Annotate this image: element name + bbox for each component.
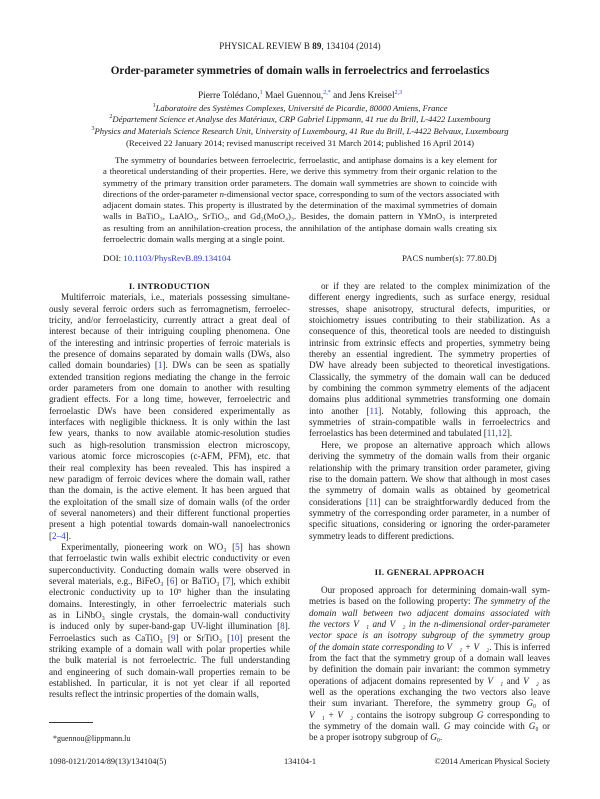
text-line: interest because of their intriguing coupling phenomena. One [49, 326, 290, 337]
italic-text: of the domain state corresponding to V⃗₁ + V⃗₂ [309, 641, 490, 652]
citation-link[interactable]: 8 [280, 621, 285, 632]
text-line: ferroelastics has been determined and tabulated [11,12]. [309, 428, 513, 439]
text-line: V⃗₁ + V⃗₂ contains the isotropy subgroup G corresponding to [309, 709, 550, 720]
text-line: by definition the domain pair invariant: the common symmetry [309, 664, 550, 675]
text-line: of several nanometers) and their different functional properties [49, 507, 290, 518]
affiliation [0, 126, 600, 136]
affiliation-number: 1 [152, 103, 156, 110]
text-line: domains. Interestingly, in other ferroelectric materials such [49, 598, 290, 609]
footer-issn: 1098-0121/2014/89(13)/134104(5) [49, 757, 167, 766]
footnote-rule [49, 722, 93, 723]
text-line: well as the operations exchanging the two vectors also leave [309, 687, 550, 697]
citation-link[interactable]: 6 [169, 575, 175, 586]
text-line: Classically, the symmetry of the domain wall can be deduced [309, 371, 550, 382]
citation-link[interactable]: 9 [170, 632, 176, 643]
text-line: operations of adjacent domains represented by V⃗₁ and V⃗₂ as [309, 675, 550, 686]
italic-text: G [430, 732, 437, 743]
text-line: that ferroelastic twin walls exhibit electric conductivity or even [49, 553, 290, 564]
text-line: extended transition regions mediating the change in the ferroic [49, 371, 290, 382]
italic-text: G [526, 698, 533, 709]
footnote-email[interactable]: *guennou@lippmann.lu [53, 734, 131, 743]
text-line: and engineering of such domain-wall properties remain to be [49, 666, 290, 677]
text-line: symmetries of strain-compatible walls in ferroelectrics and [309, 417, 550, 428]
text-line: specific situations, considering or ignoring the order-parameter [309, 519, 550, 530]
journal-header [0, 41, 600, 51]
text-line: deriving the symmetry of the domain walls from their organic [309, 451, 550, 462]
text-line: or if they are related to the complex minimization of the [321, 281, 550, 291]
text-line: stoichiometry issues contributing to their stabilization. As a [309, 315, 550, 326]
received-dates: (Received 22 January 2014; revised manuscript received 31 March 2014; published 16 April 2014) [125, 138, 475, 148]
author-name: Pierre Tolédano, [197, 91, 260, 101]
text-line: order parameters from one domain to another with resulting [49, 383, 290, 394]
text-line: striking example of a domain wall with polar properties while [49, 644, 290, 654]
text-line: is induced only by super-band-gap UV-light illumination [8]. [49, 621, 290, 632]
text-line: The symmetry of boundaries between ferroelectric, ferroelastic, and antiphase domains is a key element for [115, 155, 497, 165]
text-line: present a high potential towards domain-wall nanoelectronics [49, 519, 290, 530]
italic-text: V⃗₂ [523, 675, 539, 686]
text-line: be a proper isotropy subgroup of G₀. [309, 732, 443, 743]
text-line: of the interesting and intrinsic properties of ferroic materials is [49, 337, 290, 348]
citation-link[interactable]: 11 [369, 405, 379, 416]
text-line: the bulk material is not ferroelectric. The full understanding [49, 655, 290, 666]
text-line: into another [11]. Notably, following this approach, the [309, 405, 550, 416]
text-line: several materials, e.g., BiFeO₃ [6] or BaTiO₃ [7], which exhibit [49, 575, 290, 586]
text-line: various atomic force microscopies (c-AFM, PFM), etc. that [49, 451, 290, 462]
italic-text: n [219, 188, 224, 199]
text-line: electronic conductivity up to 10⁹ higher than the insulating [49, 587, 290, 598]
affiliation-marker[interactable]: 2,3 [394, 90, 403, 96]
text-line: domains plus additional symmetries transforming one domain [309, 394, 550, 405]
text-line: Multiferroic materials, i.e., materials possessing simultane- [61, 292, 290, 303]
text-line: new paradigm of ferroic devices where the domain wall, rather [49, 473, 290, 484]
text-line: called domain boundaries) [1]. DWs can be seen as spatially [49, 360, 290, 371]
italic-text: G [443, 721, 451, 732]
italic-text: V⃗₂ [337, 709, 354, 720]
citation-link[interactable]: 5 [235, 541, 240, 552]
text-line: their sum invariant. Therefore, the symmetry group G₀ of [309, 698, 550, 709]
introduction-body [49, 292, 290, 700]
text-line: rise to the domain pattern. We show that although in most cases [309, 473, 550, 484]
text-line: established. In particular, it is not yet clear if all reported [49, 678, 290, 689]
affiliation [0, 114, 600, 124]
pacs-numbers: PACS number(s): 77.80.Dj [402, 253, 497, 263]
text-line: by combining the common symmetry elements of the adjacent [309, 383, 550, 394]
text-line: [2–4]. [49, 530, 71, 541]
citation-link[interactable]: 11 [368, 496, 378, 507]
abstract [103, 155, 500, 245]
text-line: few years, thanks to now available atomic-resolution studies [49, 428, 290, 439]
citation-link[interactable]: 11,12 [486, 428, 507, 439]
text-line: stresses, shape anisotropy, structural defects, impurities, or [309, 303, 550, 314]
footer-page-number: 134104-1 [283, 757, 317, 766]
text-line: intrinsic from extrinsic effects and properties, symmetry being [309, 337, 550, 348]
text-line: ously several ferroic orders such as ferromagnetism, ferroelec- [49, 303, 290, 314]
text-line: the presence of domains separated by domain walls (DWs, also [49, 349, 290, 360]
text-line: considerations [11] can be straightforwardly deduced from the [309, 496, 550, 507]
text-line: relationship with the primary transition order parameter, giving [309, 462, 550, 473]
section-heading-general-approach: II. GENERAL APPROACH [374, 566, 485, 577]
text-line: symmetry of the primary transition order parameters. The domain wall symmetries are shown to coincide with [103, 177, 497, 188]
affiliation-text: Physics and Materials Science Research Unit, University of Luxembourg, 41 Rue du Brill, L-4422 Belvaux, Luxembourg [94, 126, 509, 136]
text-line: such as high-resolution transmission electron microscopy, [49, 439, 290, 450]
journal-volume: 89 [312, 41, 322, 51]
text-line [309, 608, 550, 619]
affiliation-number: 3 [91, 126, 95, 133]
right-column [309, 281, 550, 744]
text-line: interfaces with negligible thickness. It is only within the last [49, 417, 290, 428]
text-line: the symmetry of the domain wall. G may coincide with G₀ or [309, 721, 550, 732]
text-line: their real complexity has been revealed. This has inspired a [49, 462, 290, 473]
italic-text: V⃗₁ [309, 709, 325, 720]
affiliation-text: Département Science et Analyse des Matériaux, CRP Gabriel Lippmann, 41 rue du Brill, L-4422 Luxembourg [112, 114, 491, 124]
text-line: consequence of this, theoretical tools are needed to distinguish [309, 326, 550, 337]
italic-text: G [528, 721, 536, 732]
article-number: , 134104 (2014) [321, 41, 381, 51]
text-line: a theoretical understanding of their properties. Here, we derive this symmetry from their organic relation to the [103, 166, 497, 177]
italic-text: The symmetry of the [473, 596, 550, 607]
text-line: thereby an essential ingredient. The symmetry properties of [309, 349, 550, 360]
journal-name: PHYSICAL REVIEW B [219, 41, 310, 51]
italic-text: G [476, 709, 484, 720]
text-line: directions of the order-parameter n-dimensional vector space, corresponding to sum of the vectors associated with [103, 188, 500, 199]
left-column [49, 281, 290, 701]
text-line: different energy ingredients, such as surface energy, residual [309, 292, 550, 303]
italic-text: vector space is an isotropy subgroup of the symmetry group [309, 630, 550, 641]
text-line: ferroelastic DWs have been considered experimentally as [49, 405, 290, 416]
italic-text: V⃗₁ [487, 675, 504, 686]
text-line: the exploitation of the small size of domain walls (of the order [49, 496, 290, 507]
affiliation-text: Laboratoire des Systèmes Complexes, Université de Picardie, 80000 Amiens, France [155, 103, 448, 113]
affiliation [0, 103, 600, 113]
citation-link[interactable]: 1 [157, 360, 163, 371]
citation-link[interactable]: 2–4 [52, 530, 66, 541]
italic-text: domain wall between two adjacent domains associated with [309, 607, 550, 618]
text-line: adjacent domain states. This property is illustrated by the determination of the maximal symmetries of domain [103, 200, 497, 211]
text-line: the symmetry of domain walls as obtained by geometrical [309, 485, 550, 496]
text-line: Our proposed approach for determining domain-wall sym- [321, 584, 550, 595]
text-line: gradient effects. For a long time, however, ferroelectric and [49, 394, 290, 405]
author-name: Mael Guennou, [264, 91, 324, 101]
italic-text: the vectors V⃗₁ and V⃗₂ in the n-dimensional order-parameter [309, 618, 550, 629]
citation-link[interactable]: 10 [230, 632, 240, 643]
text-line: Here, we propose an alternative approach which allows [321, 439, 550, 450]
text-line: walls in BaTiO₃, LaAlO₃, SrTiO₃, and Gd₂(MoO₄)₃. Besides, the domain pattern in YMnO₃ is interpreted [103, 211, 497, 222]
text-line: of the domain state corresponding to V⃗₁ + V⃗₂. This is inferred [309, 641, 550, 652]
section-heading-introduction: I. INTRODUCTION [128, 281, 211, 291]
text-line: results reflect the intrinsic properties of the domain walls, [49, 689, 259, 700]
author-list [0, 90, 600, 101]
general-approach-body [309, 585, 550, 744]
section-gap [309, 542, 550, 567]
footer-copyright: ©2014 American Physical Society [434, 757, 550, 766]
text-line: DW have already been subjected to theoretical investigations. [309, 360, 550, 371]
text-line [309, 619, 550, 630]
text-line: from the fact that the symmetry group of a domain wall leaves [309, 652, 550, 663]
text-line: metries is based on the following property: The symmetry of the [309, 596, 550, 607]
text-line: Experimentally, pioneering work on WO₃ [5] has shown [61, 541, 290, 552]
doi [103, 253, 231, 263]
text-line: as in LiNbO₃ single crystals, the domain-wall conductivity [49, 609, 290, 620]
text-line: symmetry of the corresponding order parameter, in a number of [309, 507, 550, 518]
affiliation-marker[interactable]: 1 [259, 90, 263, 96]
text-line: as resulting from an annihilation-creation process, the annihilation of the antiphase domain walls creating six [103, 222, 497, 233]
text-line: than the domain, is the active element. It has been argued that [49, 485, 290, 496]
text-line: Ferroelastics such as CaTiO₃ [9] or SrTiO₃ [10] present the [49, 632, 290, 643]
doi-link[interactable]: 10.1103/PhysRevB.89.134104 [123, 253, 231, 263]
author-name: and Jens Kreisel [333, 91, 395, 101]
paper-title: Order-parameter symmetries of domain walls in ferroelectrics and ferroelastics [110, 65, 490, 77]
doi-label: DOI: [103, 253, 122, 263]
text-line: symmetry leads to different predictions. [309, 530, 455, 541]
text-line: ferroelectric domain walls merging at a single point. [103, 234, 285, 245]
text-line: superconductivity. Conducting domain walls were observed in [49, 564, 290, 575]
text-line: tricity, and/or ferroelasticity, currently attract a great deal of [49, 315, 290, 326]
affiliation-marker[interactable]: 2,* [323, 90, 331, 96]
affiliation-number: 2 [109, 114, 113, 121]
text-line [309, 630, 550, 641]
introduction-continued [309, 281, 550, 542]
citation-link[interactable]: 7 [225, 575, 231, 586]
